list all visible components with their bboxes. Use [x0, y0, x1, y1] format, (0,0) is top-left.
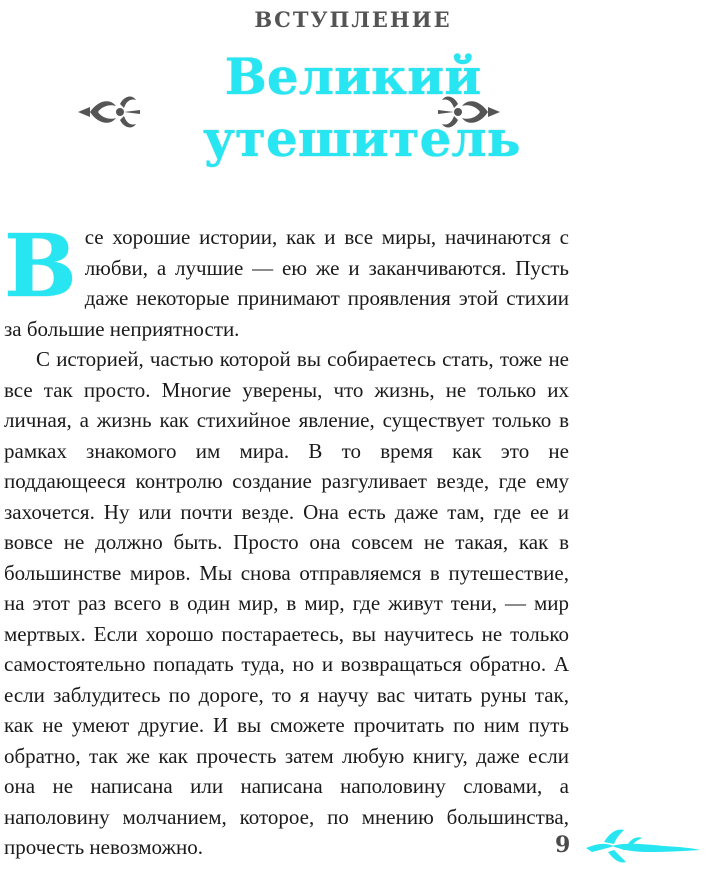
chapter-kicker: вступление [254, 0, 452, 35]
paragraph-first [4, 216, 569, 344]
page-number: 9 [555, 832, 571, 858]
flourish-ornament-icon [584, 822, 702, 872]
drop-cap: В [4, 216, 77, 317]
body-text [4, 216, 569, 863]
paragraph-second: С историей, частью которой вы собираетесь стать, тоже не все так просто. Многие уверены, что жизнь, не только их личная, а жизнь как стихийное явление, существует только в рамках знакомого им мира. В то время как это не поддающееся контролю создание разгуливает везде, где ему захочется. Ну или почти везде. Она есть даже там, где ее и вовсе не должно быть. Просто она совсем не такая, как в большинстве миров. Мы снова отправляемся в путешествие, на этот раз всего в один мир, в мир, где живут тени, — мир мертвых. Если хорошо постараетесь, вы научитесь не только самостоятельно попадать туда, но и возвращаться обратно. А если заблудитесь по дороге, то я научу вас читать руны так, как не умеют другие. И вы сможете прочитать по ним путь обратно, так же как прочесть затем любую книгу, даже если она не написана или написана наполовину словами, а наполовину молчанием, которое, по мнению большинства, прочесть невозможно. [4, 347, 569, 859]
fleuron-left-icon [76, 90, 142, 134]
paragraph-first-text: се хорошие истории, как и все миры, начинаются с любви, а лучшие — ею же и заканчиваются. Пусть даже некоторые принимают проявления этой стихии за большие неприятности. [4, 225, 569, 341]
chapter-title: Великий утешитель [203, 47, 521, 168]
